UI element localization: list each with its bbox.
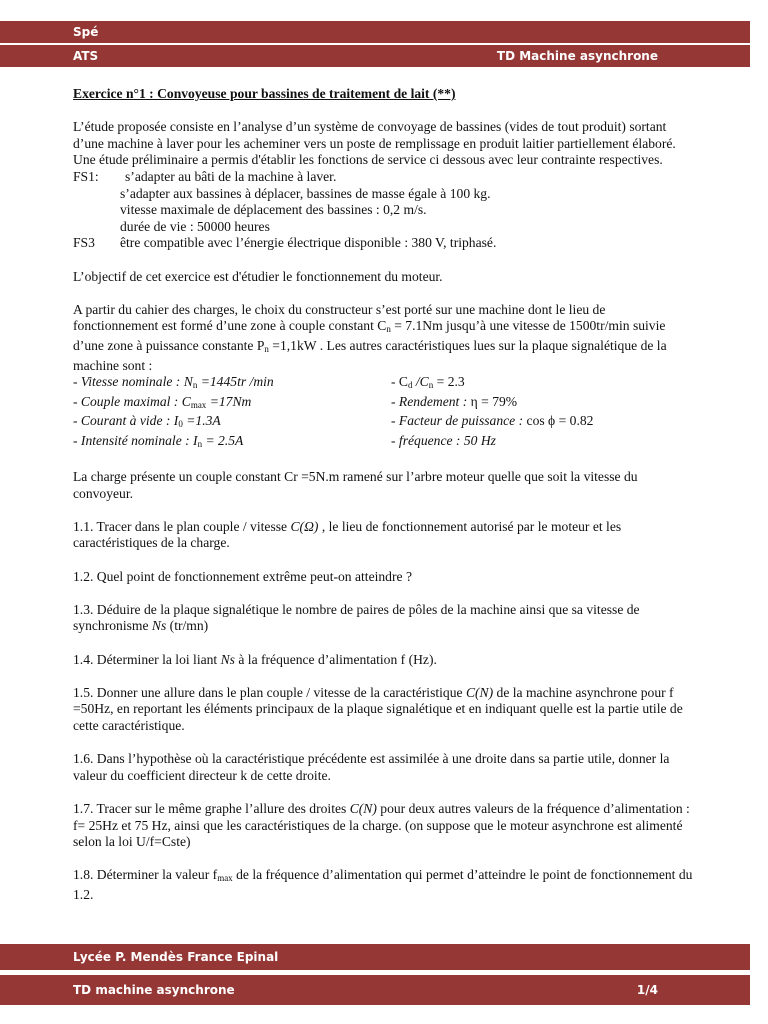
service-function-fs1 [73, 169, 693, 186]
spec-efficiency: - Rendement : η = 79% [391, 393, 518, 409]
fs2-line-2: vitesse maximale de déplacement des bassines : 0,2 m/s. [120, 202, 427, 218]
footer-band-top [0, 944, 750, 970]
fs3-label: FS3 [73, 235, 95, 251]
header-band-bottom [0, 45, 750, 67]
spec-sub-n2: n [264, 343, 269, 354]
fs1-text: s’adapter au bâti de la machine à laver. [125, 168, 337, 184]
service-function-fs3 [73, 235, 693, 252]
question-1-4: 1.4. Déterminer la loi liant Ns à la fréquence d’alimentation f (Hz). [73, 651, 437, 667]
footer-band-bottom [0, 975, 750, 1005]
spec-nominal-speed: - Vitesse nominale : $N_n =1445tr$ /min [73, 374, 274, 391]
nameplate-specs [73, 374, 693, 452]
header-document-title: TD Machine asynchrone [496, 49, 658, 63]
spec-cd-cn: - $C_d$ $/C_n = 2.3$ [391, 374, 465, 391]
load-paragraph: La charge présente un couple constant Cr =5N.m ramené sur l’arbre moteur quelle que soit la vitesse du convoyeur. [73, 469, 638, 501]
spec-frequency: - fréquence : 50 Hz [391, 432, 496, 448]
question-1-7: 1.7. Tracer sur le même graphe l’allure des droites C(N) pour deux autres valeurs de la fréquence d’alimentation : f= 25Hz et 75 Hz, ainsi que les caractéristiques de la charge. (on suppose que le moteur asynchrone est alimenté selon la loi U/f=Cste) [73, 800, 690, 850]
spec-max-torque: - Couple maximal : $C_{max} =17Nm$ [73, 393, 252, 410]
exercise-title: Exercice n°1 : Convoyeuse pour bassines de traitement de lait (**) [73, 86, 456, 101]
question-1-3: 1.3. Déduire de la plaque signalétique le nombre de paires de pôles de la machine ainsi que sa vitesse de synchronisme Ns (tr/mn) [73, 601, 640, 634]
spec-nominal-current: - Intensité nominale : $I_n = 2.5A$ [73, 432, 244, 449]
question-1-6: 1.6. Dans l’hypothèse où la caractéristique précédente est assimilée à une droite dans sa partie utile, donner la valeur du coefficient directeur k de cette droite. [73, 751, 670, 783]
spec-text-a: A partir du cahier des charges, le choix du constructeur s’est porté sur une machine dont le lieu de fonctionnement est formé d’une zone à couple constant C [73, 301, 606, 334]
spec-no-load-current: - Courant à vide : $I_0 =1.3A$ [73, 413, 221, 430]
document-body [73, 86, 693, 904]
page-number: 1/4 [636, 983, 658, 997]
question-1-8: 1.8. Déterminer la valeur $f_{max}$ de la fréquence d’alimentation qui permet d’atteindre le point de fonctionnement du 1.2. [73, 867, 693, 902]
spec-text-c: =1,1kW . Les autres caractéristiques lues sur la plaque signalétique de la machine sont : [73, 337, 667, 373]
spec-text-b: = 7.1Nm jusqu’à une vitesse de 1500tr/min suivie d’une zone à puissance constante P [73, 318, 666, 353]
intro-paragraph-2: Une étude préliminaire a permis d'établir les fonctions de service ci dessous avec leur contrainte respectives. [73, 152, 663, 168]
intro-paragraph-1: L’étude proposée consiste en l’analyse d’un système de convoyage de bassines (vides de tout produit) sortant d’une machine à laver pour les acheminer vers un poste de remplissage en produit laitier partiellement élaboré. [73, 119, 676, 151]
fs3-text: être compatible avec l’énergie électrique disponible : 380 V, triphasé. [120, 235, 497, 251]
footer-document-title: TD machine asynchrone [73, 983, 235, 997]
specification-paragraph [73, 302, 693, 374]
question-1-1: 1.1. Tracer dans le plan couple / vitesse C(Ω) , le lieu de fonctionnement autorisé par le moteur et les caractéristiques de la charge. [73, 518, 622, 551]
header-section-label: ATS [73, 49, 99, 63]
header-class-label: Spé [73, 25, 99, 39]
spec-power-factor: - Facteur de puissance : cos ϕ = 0.82 [391, 413, 594, 429]
fs1-label: FS1: [73, 168, 99, 184]
question-1-2: 1.2. Quel point de fonctionnement extrême peut-on atteindre ? [73, 568, 412, 584]
spec-sub-n1: n [386, 324, 391, 335]
objective-paragraph: L’objectif de cet exercice est d'étudier le fonctionnement du moteur. [73, 268, 443, 284]
fs2-line-3: durée de vie : 50000 heures [120, 218, 270, 234]
header-band-top [0, 21, 750, 43]
footer-school-name: Lycée P. Mendès France Epinal [73, 950, 279, 964]
fs2-line-1: s’adapter aux bassines à déplacer, bassines de masse égale à 100 kg. [120, 185, 491, 201]
question-1-5: 1.5. Donner une allure dans le plan couple / vitesse de la caractéristique C(N) de la machine asynchrone pour f =50Hz, en reportant les éléments principaux de la plaque signalétique et en indiquant quelle est la partie utile de cette caractéristique. [73, 684, 683, 733]
